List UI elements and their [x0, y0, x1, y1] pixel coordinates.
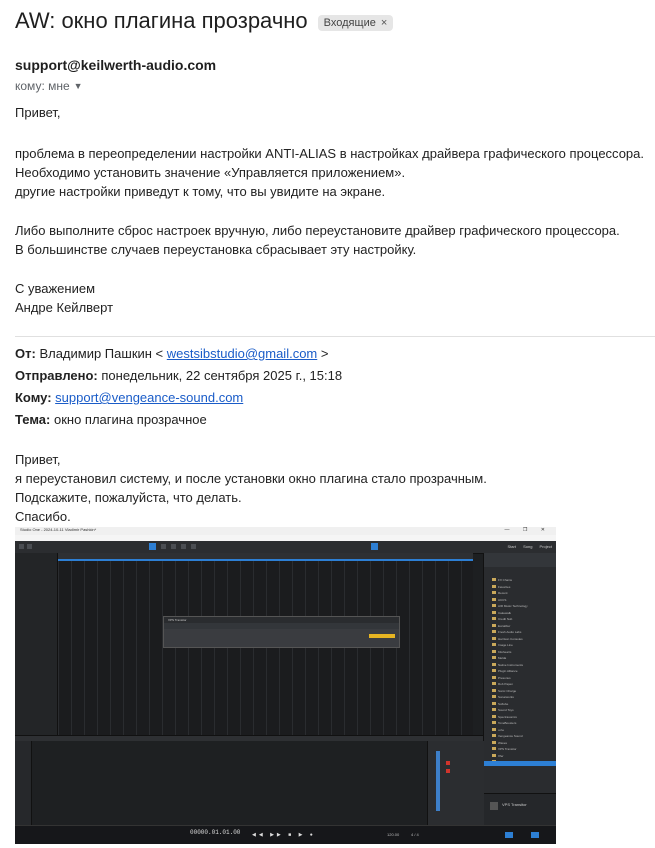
- daw-plugin-window: [163, 616, 400, 648]
- daw-record-button: [446, 761, 450, 765]
- daw-transport-bar: [15, 825, 556, 844]
- daw-browser-item-label: Recent: [498, 590, 508, 595]
- daw-browser-item-label: Vengeance Sound: [498, 733, 523, 738]
- daw-monitor-button: [446, 769, 450, 773]
- daw-browser-item: [492, 604, 552, 615]
- daw-browser-item-label: Sound Toys: [498, 707, 514, 712]
- daw-browser-item: [492, 591, 552, 602]
- daw-browser-item: [492, 636, 552, 647]
- daw-browser-item-label: Melda: [498, 655, 507, 660]
- daw-browser-item: [492, 571, 552, 582]
- daw-browser-item: [492, 682, 552, 693]
- daw-browser-item-label: Sonarworks: [498, 694, 514, 699]
- daw-tempo: 120.00: [387, 832, 400, 837]
- email-body-line: В большинстве случаев переустановка сбрасывает эту настройку.: [15, 242, 417, 257]
- chevron-down-icon[interactable]: ▼: [73, 81, 83, 91]
- daw-mixer-channel: [427, 741, 484, 825]
- daw-browse-button: [531, 832, 539, 838]
- daw-browser-item: [492, 753, 552, 758]
- daw-tab: Song: [523, 544, 533, 549]
- daw-browser-item: [492, 708, 552, 719]
- daw-browser-item: [492, 643, 552, 654]
- daw-track-list: [15, 553, 58, 735]
- daw-browser-item: [492, 656, 552, 667]
- daw-browser-item-label: u-he: [498, 727, 505, 732]
- email-body-line: проблема в переопределении настройки ANTI-ALIAS в настройках драйвера графического процессора.: [15, 146, 645, 161]
- subject-row: [15, 8, 393, 34]
- daw-browser-item: [492, 695, 552, 706]
- remove-label-icon[interactable]: ×: [380, 16, 388, 29]
- daw-browser-item: [492, 610, 552, 621]
- daw-window-title: Studio One - 2024-10-11 Vladimir Pashkin*: [20, 527, 97, 532]
- quoted-subject-value: окно плагина прозрачное: [53, 412, 207, 427]
- daw-tab: Start: [507, 544, 516, 549]
- daw-browser-item: [492, 617, 552, 628]
- daw-arrange-view: [58, 561, 473, 735]
- recipient-text: кому: мне: [15, 79, 70, 93]
- quoted-from: [15, 346, 328, 361]
- daw-browser-item-label: Softube: [498, 701, 509, 706]
- daw-tool-icon: [191, 544, 196, 549]
- daw-browser-item-label: Native Instruments: [498, 662, 524, 667]
- daw-page-tabs: [502, 544, 553, 549]
- daw-plugin-title: VPS Transitor: [168, 618, 187, 622]
- daw-browser-item-label: Image Line: [498, 642, 513, 647]
- email-body-line: Необходимо установить значение «Управляется приложением».: [15, 165, 406, 180]
- daw-browser-item: [492, 727, 552, 738]
- daw-browser-item: [492, 669, 552, 680]
- daw-browser-selected-row: [484, 761, 556, 766]
- daw-titlebar: [15, 527, 556, 535]
- daw-browser-item: [492, 714, 552, 725]
- email-subject: AW: окно плагина прозрачно: [15, 8, 308, 33]
- email-greeting: Привет,: [15, 105, 61, 120]
- daw-browser-item-label: Presonus: [498, 675, 511, 680]
- daw-browser-item: [492, 675, 552, 686]
- daw-browser-item: [492, 597, 552, 608]
- daw-browser-item: [492, 688, 552, 699]
- daw-transport-buttons: ◀◀ ▶▶ ■ ▶ ●: [252, 832, 316, 838]
- daw-browser-item: [492, 701, 552, 712]
- daw-window-controls: — ❐ ✕: [504, 527, 551, 533]
- daw-browser-item-label: Fresh Audio Labs: [498, 629, 522, 634]
- email-body-line: Либо выполните сброс настроек вручную, либо переустановите драйвер графического процессора.: [15, 223, 620, 238]
- recipient-toggle[interactable]: [15, 79, 83, 93]
- quoted-from-name: Владимир Пашкин <: [39, 346, 164, 361]
- quoted-sent-label: Отправлено:: [15, 368, 98, 383]
- daw-arrow-tool-icon: [149, 543, 156, 550]
- daw-plugin-highlight: [369, 634, 395, 638]
- quoted-to-email-link[interactable]: support@vengeance-sound.com: [55, 390, 244, 405]
- daw-tool-icon: [19, 544, 24, 549]
- daw-browser-item-label: FX Chains: [498, 577, 513, 582]
- quoted-subject: [15, 412, 207, 427]
- daw-browser-item-label: VPS Transitor: [498, 746, 517, 751]
- daw-browser-item-label: Rob Papen: [498, 681, 514, 686]
- daw-browser-panel: [483, 553, 556, 825]
- quoted-from-close: >: [320, 346, 329, 361]
- daw-browser-item: [492, 584, 552, 595]
- daw-browser-item-label: AIR Music Technology: [498, 603, 528, 608]
- email-signature-name: Андре Кейлверт: [15, 300, 114, 315]
- daw-tab: Project: [539, 544, 552, 549]
- daw-browser-item: [492, 630, 552, 641]
- daw-browser-item-label: Harrison Consoles: [498, 636, 523, 641]
- quoted-to-label: Кому:: [15, 390, 52, 405]
- daw-fader: [436, 751, 440, 811]
- daw-console: [15, 741, 483, 825]
- daw-browser-item-label: Plugin Alliance: [498, 668, 518, 673]
- quoted-body-line: я переустановил систему, и после установки окно плагина стало прозрачным.: [15, 471, 487, 486]
- daw-signature: 4 / 4: [411, 832, 419, 837]
- email-body-line: другие настройки приведут к тому, что вы увидите на экране.: [15, 184, 386, 199]
- daw-tool-icon: [161, 544, 166, 549]
- quoted-sent-value: понедельник, 22 сентября 2025 г., 15:18: [101, 368, 343, 383]
- daw-browser-item-label: Spectrasonics: [498, 714, 517, 719]
- daw-browser-item-label: ACCS: [498, 597, 507, 602]
- quoted-subject-label: Тема:: [15, 412, 51, 427]
- quoted-thanks: Спасибо.: [15, 509, 71, 524]
- daw-tool-icon: [27, 544, 32, 549]
- daw-browser-item: [492, 623, 552, 634]
- sender-address[interactable]: support@keilwerth-audio.com: [15, 57, 217, 73]
- daw-console-sidebar: [15, 741, 32, 825]
- daw-browser-item-label: Xfer: [498, 753, 504, 758]
- daw-browser-info: [484, 793, 556, 826]
- daw-browser-item: [492, 747, 552, 758]
- daw-browser-item-label: Favorites: [498, 584, 511, 589]
- daw-plugin-info-icon: [490, 802, 498, 810]
- daw-browser-item: [492, 721, 552, 732]
- daw-info-name: VPS Transitor: [502, 802, 527, 807]
- quoted-greeting: Привет,: [15, 452, 61, 467]
- email-signoff: С уважением: [15, 281, 96, 296]
- inbox-label-text: Входящие: [323, 16, 376, 29]
- daw-edit-button: [505, 832, 513, 838]
- quoted-from-email-link[interactable]: westsibstudio@gmail.com: [166, 346, 318, 361]
- daw-timeline-ruler: [58, 553, 473, 561]
- quoted-to: [15, 390, 243, 405]
- daw-browser-item-label: Waves: [498, 740, 508, 745]
- daw-browser-item-label: Cakewalk: [498, 610, 512, 615]
- daw-browser-header: [484, 553, 556, 567]
- quoted-body-line: Подскажите, пожалуйста, что делать.: [15, 490, 242, 505]
- daw-browser-item-label: Credit Nub: [498, 616, 513, 621]
- quoted-sent: [15, 368, 342, 383]
- daw-browser-item: [492, 578, 552, 589]
- daw-browser-item-label: Excalibur: [498, 623, 511, 628]
- daw-tool-icon: [181, 544, 186, 549]
- daw-snap-icon: [371, 543, 378, 550]
- daw-browser-item-label: Kilohearts: [498, 649, 512, 654]
- quoted-from-label: От:: [15, 346, 36, 361]
- daw-browser-item: [492, 649, 552, 660]
- quote-divider: [15, 336, 655, 337]
- daw-time-display: 00000.01.01.00: [190, 829, 241, 836]
- daw-browser-item: [492, 740, 552, 751]
- attached-screenshot[interactable]: [15, 527, 556, 844]
- daw-browser-item: [492, 734, 552, 745]
- daw-browser-item: [492, 662, 552, 673]
- daw-browser-item-label: ToneBoosters: [498, 720, 517, 725]
- inbox-label-chip[interactable]: [318, 15, 394, 31]
- daw-browser-item-label: Sonic Charge: [498, 688, 517, 693]
- daw-tool-icon: [171, 544, 176, 549]
